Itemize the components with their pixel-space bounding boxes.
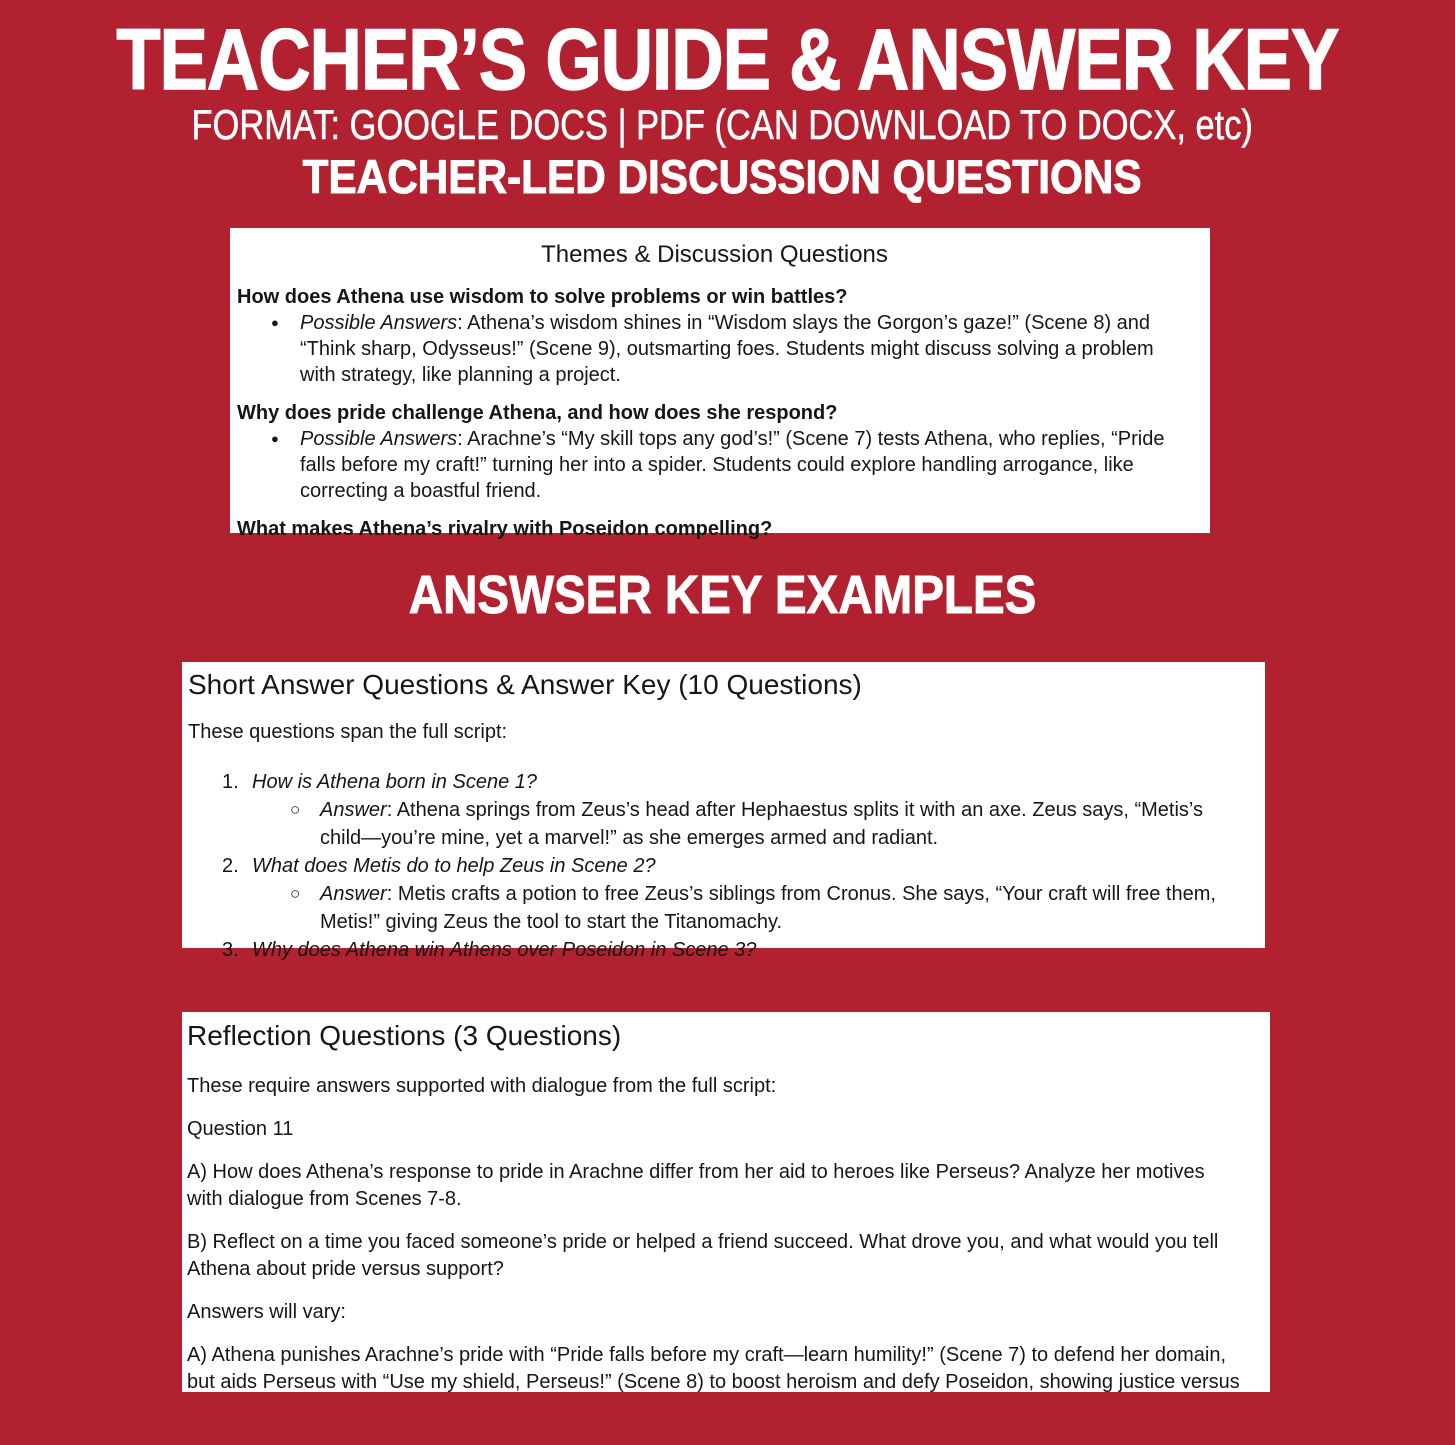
short-answer-item-1 (188, 768, 1245, 852)
answer-text: : Athena springs from Zeus’s head after Hephaestus splits it with an axe. Zeus says, “Metis’s child—you’re mine, yet a marvel!” as she emerges armed and radiant. (320, 799, 1204, 849)
possible-answer-2 (237, 426, 1192, 504)
short-answer-item-2 (188, 852, 1245, 936)
page-title (0, 14, 1445, 106)
answer-label: Answer (320, 883, 387, 905)
reflection-answers-vary: Answers will vary: (187, 1301, 346, 1323)
reflection-question-b: B) Reflect on a time you faced someone’s pride or helped a friend succeed. What drove you, and what would you tell Athena about pride versus support? (187, 1231, 1219, 1280)
answer-text: : Athena’s wisdom shines in “Wisdom slays the Gorgon’s gaze!” (Scene 8) and “Think sharp, Odysseus!” (Scene 9), outsmarting foes. Students might discuss solving a problem with strategy, like planning a project. (300, 312, 1154, 386)
answer-label: Possible Answers (300, 312, 458, 334)
short-answer-doc-panel (182, 662, 1265, 961)
themes-doc-title: Themes & Discussion Questions (541, 241, 888, 268)
short-answer-intro: These questions span the full script: (188, 721, 508, 743)
discussion-question-3: What makes Athena’s rivalry with Poseidon compelling? (237, 518, 773, 540)
section-heading-answer-key (0, 564, 1445, 626)
possible-answer-1 (237, 310, 1192, 388)
format-subtitle (0, 102, 1445, 148)
answer-label: Answer (320, 799, 387, 821)
format-subtitle-text: FORMAT: GOOGLE DOCS | PDF (CAN DOWNLOAD TO DOCX, etc) (191, 101, 1254, 148)
section-heading-discussion (0, 150, 1445, 204)
short-answer-answer (188, 796, 1245, 852)
themes-doc-panel (230, 228, 1210, 540)
short-answer-question: 2. What does Metis do to help Zeus in Scene 2? (188, 852, 1245, 880)
list-number: 3. (222, 939, 239, 961)
discussion-question-2: Why does pride challenge Athena, and how does she respond? (237, 402, 838, 424)
reflection-answer-a: A) Athena punishes Arachne’s pride with “Pride falls before my craft—learn humility!” (Scene 7) to defend her domain, but aids Perseus with “Use my shield, Perseus!” (Scene 8) to boost heroism and defy Poseidon, showing justice versus (187, 1344, 1240, 1393)
short-answer-question: 1. How is Athena born in Scene 1? (188, 768, 1245, 796)
circle-bullet-icon: ○ (290, 800, 301, 819)
answer-text: : Arachne’s “My skill tops any god’s!” (Scene 7) tests Athena, who replies, “Pride falls before my craft!” turning her into a spider. Students could explore handling arrogance, like correcting a boastful friend. (300, 428, 1165, 502)
reflection-question-number: Question 11 (187, 1118, 294, 1140)
short-answer-answer (188, 880, 1245, 936)
reflection-intro: These require answers supported with dialogue from the full script: (187, 1075, 777, 1097)
section-heading-answer-key-text: ANSWSER KEY EXAMPLES (408, 565, 1037, 625)
discussion-question-1: How does Athena use wisdom to solve problems or win battles? (237, 286, 848, 308)
reflection-doc-panel (182, 1012, 1270, 1392)
section-heading-discussion-text: TEACHER-LED DISCUSSION QUESTIONS (302, 150, 1143, 203)
page-title-text: TEACHER’S GUIDE & ANSWER KEY (116, 12, 1339, 108)
answer-label: Possible Answers (300, 428, 458, 450)
short-answer-question: 3. Why does Athena win Athens over Poseidon in Scene 3? (188, 936, 1245, 964)
answer-text: : Metis crafts a potion to free Zeus’s siblings from Cronus. She says, “Your craft will free them, Metis!” giving Zeus the tool to start the Titanomachy. (320, 883, 1216, 933)
disc-bullet-icon: ● (271, 315, 279, 330)
short-answer-item-3 (188, 936, 1245, 964)
list-number: 1. (222, 771, 239, 793)
reflection-question-a: A) How does Athena’s response to pride in Arachne differ from her aid to heroes like Perseus? Analyze her motives with dialogue from Scenes 7-8. (187, 1161, 1205, 1210)
reflection-doc-title: Reflection Questions (3 Questions) (187, 1020, 622, 1051)
circle-bullet-icon: ○ (290, 884, 301, 903)
list-number: 2. (222, 855, 239, 877)
short-answer-doc-title: Short Answer Questions & Answer Key (10 Questions) (188, 669, 862, 700)
disc-bullet-icon: ● (271, 431, 279, 446)
